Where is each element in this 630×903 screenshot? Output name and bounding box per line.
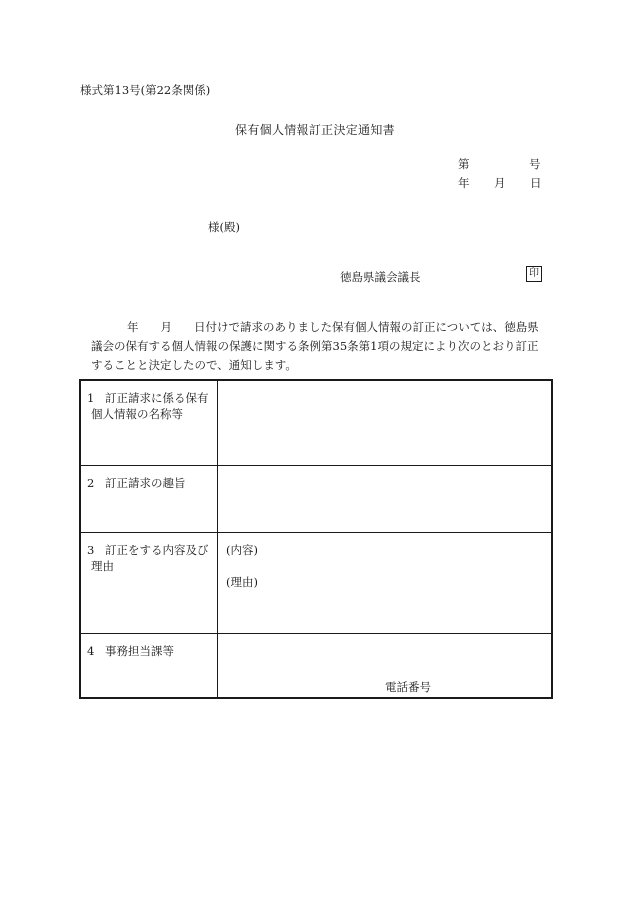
body-paragraph	[91, 318, 556, 375]
body-year: 年	[127, 320, 139, 334]
reason-label: (理由)	[226, 575, 258, 589]
date-month-label: 月	[494, 176, 506, 190]
row-2-label-line-1: 訂正請求の趣旨	[105, 476, 186, 490]
number-suffix: 号	[529, 157, 541, 171]
row-3-label-line-1: 訂正をする内容及び	[105, 543, 209, 557]
row-4-label-line-1: 事務担当課等	[105, 644, 174, 658]
row-3-number: 3	[87, 543, 95, 557]
row-1-label	[81, 381, 218, 466]
row-2-number: 2	[87, 476, 95, 490]
row-3-label-line-2: 理由	[91, 559, 114, 573]
date-year-label: 年	[458, 176, 470, 190]
form-number: 様式第13号(第22条関係)	[80, 83, 211, 97]
row-1-label-line-1: 訂正請求に係る保有	[105, 391, 209, 405]
row-4-number: 4	[87, 644, 95, 658]
number-prefix: 第	[458, 157, 470, 171]
body-line-1-rest: 日付けで請求のありました保有個人情報の訂正については、徳島県	[194, 320, 539, 334]
body-month: 月	[160, 320, 172, 334]
document-title: 保有個人情報訂正決定通知書	[235, 123, 395, 137]
row-1-value[interactable]	[218, 381, 551, 466]
row-1-label-line-2: 個人情報の名称等	[91, 407, 183, 421]
row-2-value[interactable]	[218, 466, 551, 533]
row-4-label	[81, 634, 218, 697]
row-3-value[interactable]	[218, 533, 551, 634]
content-label: (内容)	[226, 543, 258, 557]
row-1-number: 1	[87, 391, 95, 405]
body-line-2: 議会の保有する個人情報の保護に関する条例第35条第1項の規定により次のとおり訂正	[91, 339, 539, 353]
row-4-value[interactable]	[218, 634, 551, 697]
seal-mark: 印	[526, 266, 542, 282]
row-2-label	[81, 466, 218, 533]
sender: 徳島県議会議長	[340, 270, 421, 284]
date-day-label: 日	[530, 176, 542, 190]
body-line-1	[91, 318, 556, 337]
row-3-label	[81, 533, 218, 634]
notice-table	[79, 379, 553, 699]
phone-number-label: 電話番号	[385, 680, 431, 694]
addressee: 様(殿)	[208, 220, 240, 234]
body-line-3: することと決定したので、通知します。	[91, 358, 297, 372]
